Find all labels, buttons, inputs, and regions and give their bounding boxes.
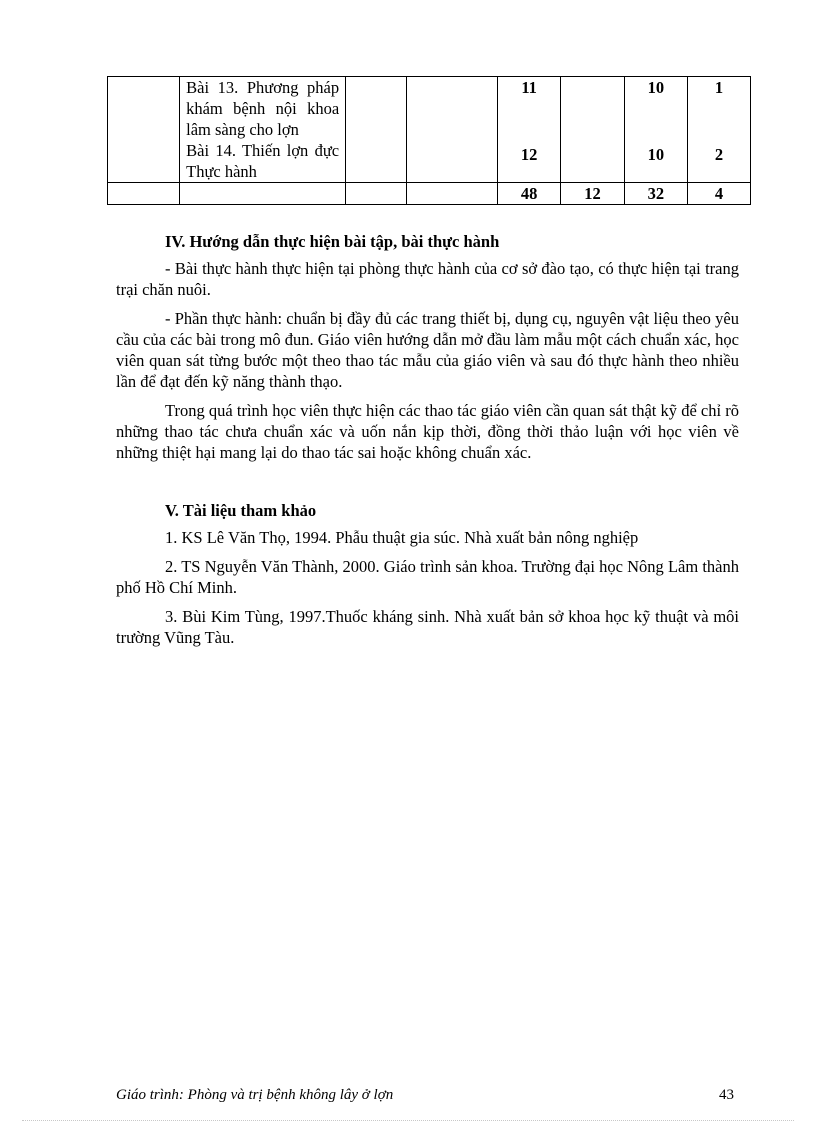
lesson-14-test: 2 bbox=[714, 145, 724, 164]
test-hours-sum: 4 bbox=[688, 183, 751, 205]
footer-divider bbox=[22, 1120, 794, 1121]
lesson-hours-table bbox=[107, 76, 751, 205]
section-4-paragraph: - Bài thực hành thực hiện tại phòng thực hành của cơ sở đào tạo, có thực hiện tại trang trại chăn nuôi. bbox=[116, 259, 739, 299]
table-row bbox=[108, 77, 751, 183]
lesson-14-total: 12 bbox=[520, 145, 538, 164]
reference-item: 2. TS Nguyễn Văn Thành, 2000. Giáo trình sản khoa. Trường đại học Nông Lâm thành phố Hồ Chí Minh. bbox=[116, 557, 739, 597]
table-cell-lesson-names bbox=[180, 77, 346, 183]
table-cell-index bbox=[108, 77, 180, 183]
references-list bbox=[116, 527, 739, 648]
section-4-body bbox=[116, 258, 739, 463]
table-cell-test-hours bbox=[688, 77, 751, 183]
footer-book-title: Giáo trình: Phòng và trị bệnh không lây ở lợn bbox=[116, 1087, 394, 1103]
section-5-heading: V. Tài liệu tham khảo bbox=[165, 501, 317, 520]
lesson-14-name: Bài 14. Thiến lợn đực Thực hành bbox=[186, 141, 340, 181]
section-4-heading: IV. Hướng dẫn thực hiện bài tập, bài thực hành bbox=[165, 232, 500, 251]
lesson-13-test: 1 bbox=[714, 78, 724, 97]
reference-item: 3. Bùi Kim Tùng, 1997.Thuốc kháng sinh. Nhà xuất bản sở khoa học kỹ thuật và môi trường Vũng Tàu. bbox=[116, 607, 739, 647]
theory-hours-sum: 12 bbox=[561, 183, 624, 205]
table-total-row bbox=[108, 183, 751, 205]
section-4-paragraph: Trong quá trình học viên thực hiện các thao tác giáo viên cần quan sát thật kỹ để chỉ rõ những thao tác chưa chuẩn xác và uốn nắn kịp thời, đồng thời thảo luận với học viên về những thiệt hại mang lại do thao tác sai hoặc không chuẩn xác. bbox=[116, 401, 739, 462]
table-cell-theory-hours bbox=[561, 77, 624, 183]
table-cell-empty bbox=[346, 77, 407, 183]
page-number: 43 bbox=[719, 1087, 734, 1103]
section-4-paragraph: - Phần thực hành: chuẩn bị đầy đủ các trang thiết bị, dụng cụ, nguyên vật liệu theo yêu cầu của các bài trong mô đun. Giáo viên hướng dẫn mở đầu làm mẫu một cách chuẩn xác, học viên quan sát từng bước một theo thao tác mẫu của giáo viên và sau đó thực hành theo nhiều lần để đạt đến kỹ năng thành thạo. bbox=[116, 309, 739, 391]
table-cell-empty bbox=[406, 77, 497, 183]
table-cell-practice-hours bbox=[624, 77, 687, 183]
lesson-14-practice: 10 bbox=[647, 145, 665, 164]
lesson-13-total: 11 bbox=[521, 78, 537, 97]
reference-item: 1. KS Lê Văn Thọ, 1994. Phẫu thuật gia súc. Nhà xuất bản nông nghiệp bbox=[165, 528, 639, 547]
lesson-13-practice: 10 bbox=[647, 78, 665, 97]
table-cell-total-hours bbox=[497, 77, 560, 183]
lesson-13-name: Bài 13. Phương pháp khám bệnh nội khoa lâm sàng cho lợn bbox=[186, 78, 340, 139]
total-hours-sum: 48 bbox=[497, 183, 560, 205]
practice-hours-sum: 32 bbox=[624, 183, 687, 205]
